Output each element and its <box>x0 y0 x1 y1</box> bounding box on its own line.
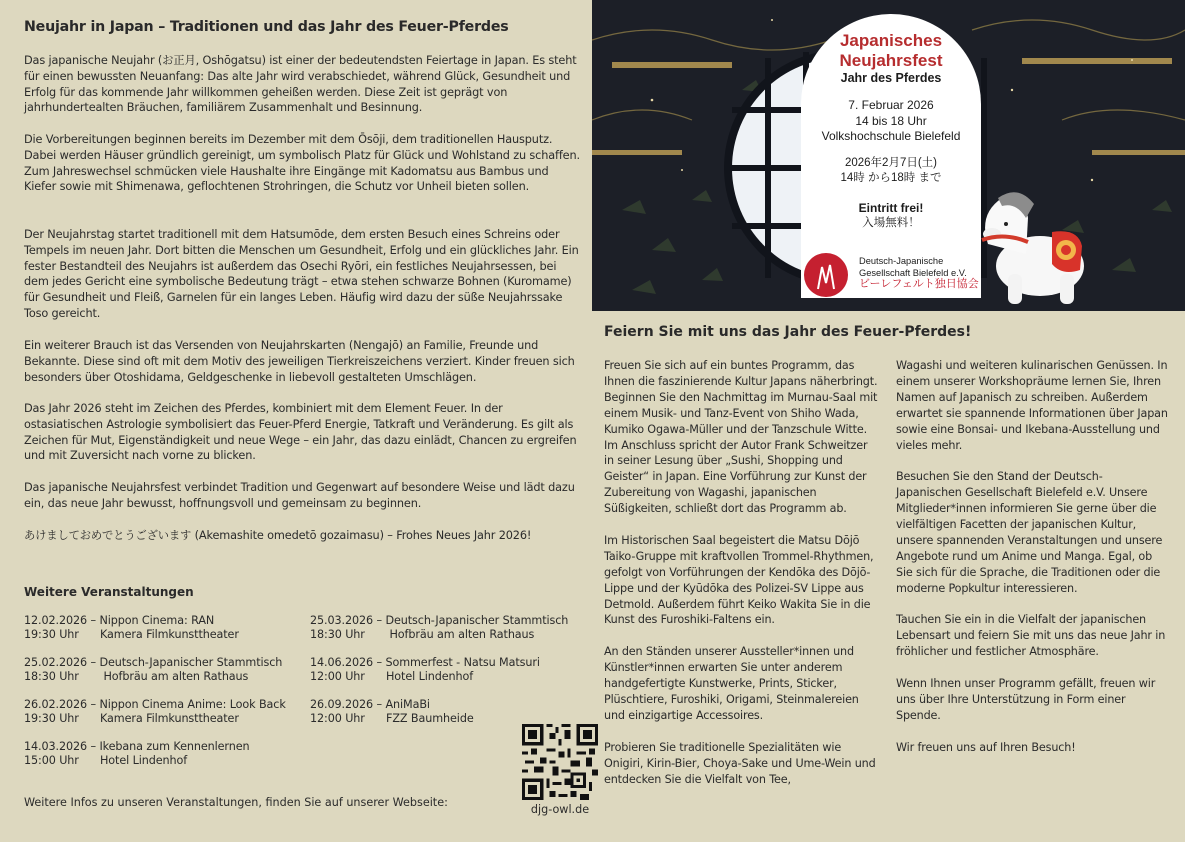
organization-logo <box>804 251 984 297</box>
program-paragraph: Freuen Sie sich auf ein buntes Programm, das Ihnen die faszinierende Kultur Japans näherbringt. Beginnen Sie den Nachmittag im Murnau-Saal mit einem Musik- und Tanz-Event von Shiho Wada, Kumiko Ogawa-Müller und der Tanzschule Witte. Im Anschluss spricht der Autor Frank Schweitzer in seiner Lesung über „Sushi, Shopping und Geister“ in Japan. Eine Vorführung zur Kunst der Zubereitung von Wagashi, japanischen Süßigkeiten, schließt dort das Programm ab. <box>604 359 878 516</box>
horse-figure-icon <box>968 184 1098 308</box>
paragraph-4: Ein weiterer Brauch ist das Versenden von Neujahrskarten (Nengajō) an Familie, Freunde und Bekannte. Diese sind oft mit dem Motiv des jeweiligen Tierkreiszeichens verziert. Kinder freuen sich besonders über Otoshidama, Geldgeschenke in liebevoll gestalteten Umschlägen. <box>24 339 575 384</box>
program-paragraph: Wir freuen uns auf Ihren Besuch! <box>896 740 1076 754</box>
paragraph-2: Die Vorbereitungen beginnen bereits im Dezember mit dem Ōsōji, dem traditionellen Hausputz. Dabei werden Häuser gründlich gereinigt, um symbolisch Platz für Glück und Wohlstand zu schaffen. Zum Jahreswechsel schmücken viele Haushalte ihre Eingänge mit Kadomatsu aus Bambus und Kiefer sowie mit Shimenawa, geflochtenen Strohringen, die Schutz vor Unheil bieten sollen. <box>24 133 580 194</box>
program-paragraph: Wenn Ihnen unser Programm gefällt, freuen wir uns über Ihre Unterstützung in Form einer Spende. <box>896 677 1156 722</box>
paragraph-7: あけましておめでとうございます (Akemashite omedetō gozaimasu) – Frohes Neues Jahr 2026! <box>24 529 532 542</box>
event-item: 14.03.2026 – Ikebana zum Kennenlernen 15:00 Uhr Hotel Lindenhof <box>24 740 250 768</box>
org-logo-icon <box>804 253 848 297</box>
program-paragraph: Tauchen Sie ein in die Vielfalt der japanischen Lebensart und feiern Sie mit uns das neue Jahr in fröhlicher und festlicher Atmosphäre. <box>896 613 1166 659</box>
event-item: 14.06.2026 – Sommerfest - Natsu Matsuri 12:00 Uhr Hotel Lindenhof <box>310 656 540 684</box>
paragraph-3: Der Neujahrstag startet traditionell mit dem Hatsumōde, dem ersten Besuch eines Schreins oder Tempels im neuen Jahr. Dort bitten die Menschen um Gesundheit, Erfolg und ein glückliches Jahr. Ein fester Bestandteil des Neujahrs ist außerdem das Osechi Ryōri, ein festliches Neujahrsessen, bei dem jedes Gericht eine symbolische Bedeutung trägt – etwa stehen schwarze Bohnen (Kuromame) für Gesundheit und Fleiß, Garnelen für ein langes Leben. Häufig wird dazu der süße Neujahrssake Toso gereicht. <box>24 228 579 320</box>
paragraph-5: Das Jahr 2026 steht im Zeichen des Pferdes, kombiniert mit dem Element Feuer. In der ostasiatischen Astrologie symbolisiert das Feuer-Pferd Energie, Tatkraft und Veränderung. Es gilt als Zeichen für Mut, Eigenständigkeit und neue Wege – ein Jahr, das dazu einlädt, Chancen zu ergreifen und mit Zuversicht nach vorne zu blicken. <box>24 402 577 463</box>
poster-entry-jp: 入場無料！ <box>862 216 920 229</box>
poster-title: Japanisches Neujahrsfest <box>839 31 943 70</box>
program-column-1 <box>604 358 880 803</box>
article-title: Neujahr in Japan – Traditionen und das Jahr des Feuer-Pferdes <box>24 19 509 35</box>
paragraph-1: Das japanische Neujahr (お正月, Oshōgatsu) ist einer der bedeutendsten Feiertage in Japan. Es steht für einen bewussten Neuanfang: Das alte Jahr wird verabschiedet, während Glück, Gesundheit und Erfolg für das kommende Jahr willkommen geheißen werden. Diese Zeit ist geprägt von jahrhundertealten Bräuchen, familiärem Zusammenhalt und Besinnung. <box>24 54 577 115</box>
program-paragraph: Im Historischen Saal begeistert die Matsu Dōjō Taiko-Gruppe mit kraftvollen Trommel-Rhythmen, gefolgt von Vorführungen der Kendōka des Dōjō-Lippe und der Kyūdōka des Polizei-SV Lippe aus Detmold. Außerdem führt Keiko Wakita Sie in die Kunst des Furoshiki-Faltens ein. <box>604 533 874 627</box>
event-item: 26.02.2026 – Nippon Cinema Anime: Look Back 19:30 Uhr Kamera Filmkunsttheater <box>24 698 286 726</box>
org-name: Deutsch-Japanische Gesellschaft Bielefeld e.V. ビーレフェルト独日協会 <box>859 256 979 291</box>
poster-image <box>592 0 1185 311</box>
qr-link-label[interactable]: djg-owl.de <box>530 803 590 816</box>
program-paragraph: Wagashi und weiteren kulinarischen Genüssen. In einem unserer Workshopräume lernen Sie, Ihren Namen auf Japanisch zu schreiben. Außerdem erwartet sie spannende Informationen über Japan sowie eine Bonsai- und Ikebana-Ausstellung und vieles mehr. <box>896 359 1168 452</box>
program-column-2 <box>896 358 1168 771</box>
website-info-text: Weitere Infos zu unseren Veranstaltungen, finden Sie auf unserer Webseite: <box>24 796 448 809</box>
poster-event-info: 7. Februar 2026 14 bis 18 Uhr Volkshochschule Bielefeld <box>821 98 961 143</box>
poster-event-info-jp: 2026年2月7日(土) 14時 から18時 まで <box>840 156 942 184</box>
program-paragraph: Probieren Sie traditionelle Spezialitäten wie Onigiri, Kirin-Bier, Choya-Sake und Ume-Wein und entdecken Sie die Vielfalt von Tee, <box>604 740 876 786</box>
qr-code-icon[interactable] <box>522 724 598 800</box>
event-item: 25.02.2026 – Deutsch-Japanischer Stammtisch 18:30 Uhr Hofbräu am alten Rathaus <box>24 656 283 684</box>
program-paragraph: Besuchen Sie den Stand der Deutsch-Japanischen Gesellschaft Bielefeld e.V. Unsere Mitglieder*innen informieren Sie gerne über die vielfältigen Facetten der japanischen Kultur, unsere spannenden Veranstaltungen und unsere Angebote rund um Anime und Manga. Egal, ob Sie sich für die Sprache, die Traditionen oder die moderne Popkultur interessieren. <box>896 470 1163 595</box>
right-title: Feiern Sie mit uns das Jahr des Feuer-Pferdes! <box>604 324 972 340</box>
event-item: 12.02.2026 – Nippon Cinema: RAN 19:30 Uhr Kamera Filmkunsttheater <box>24 614 239 642</box>
program-paragraph: An den Ständen unserer Aussteller*innen und Künstler*innen erwarten Sie unter anderem handgefertigte Kunstwerke, Prints, Sticker, Plüschtiere, Furoshiki, Origami, Steinmalereien und einzigartige Accessoires. <box>604 645 859 722</box>
poster-entry: Eintritt frei! <box>858 200 924 215</box>
poster-subtitle: Jahr des Pferdes <box>840 71 942 85</box>
event-item: 25.03.2026 – Deutsch-Japanischer Stammtisch 18:30 Uhr Hofbräu am alten Rathaus <box>310 614 569 642</box>
paragraph-6: Das japanische Neujahrsfest verbindet Tradition und Gegenwart auf besondere Weise und lädt dazu ein, das neue Jahr bewusst, hoffnungsvoll und gemeinsam zu beginnen. <box>24 481 575 510</box>
event-item: 26.09.2026 – AniMaBi 12:00 Uhr FZZ Baumheide <box>310 698 474 726</box>
events-heading: Weitere Veranstaltungen <box>24 585 194 599</box>
